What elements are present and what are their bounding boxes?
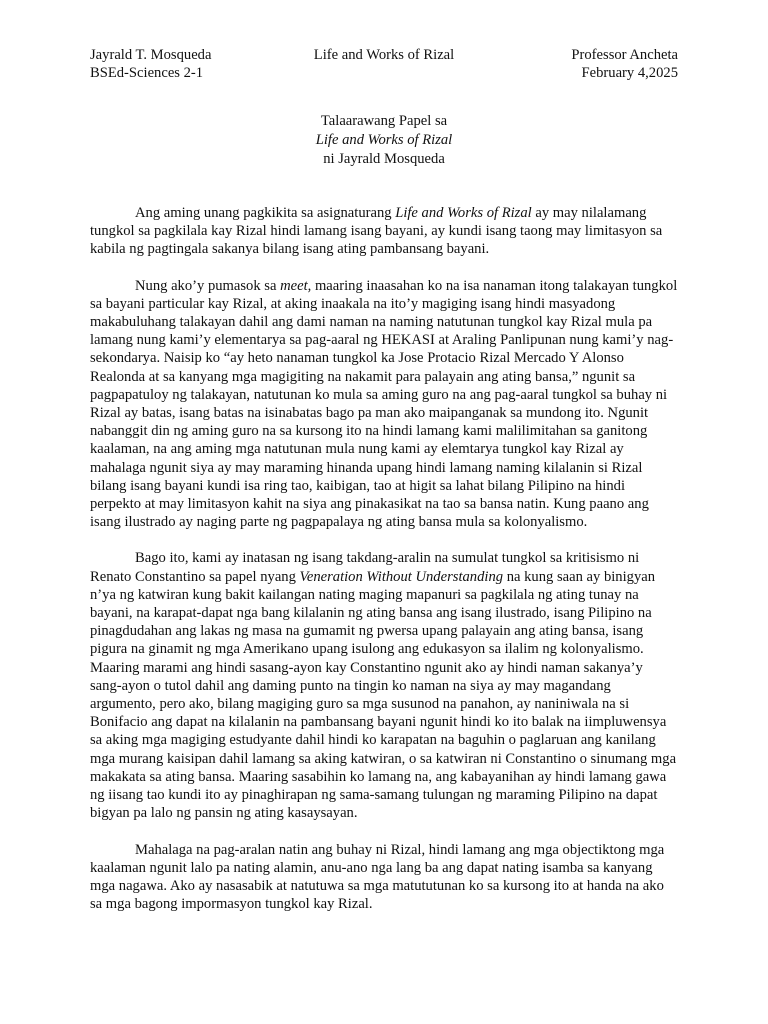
paragraph-2	[90, 277, 678, 532]
header-spacer	[286, 64, 482, 82]
paragraph-1-text-c: ay may nilalamang tungkol sa pagkilala kay Rizal hindi lamang isang bayani, ay kundi isang taong may limitasyon sa kabila ng pagtingala sakanya bilang isang ating pambansang bayani.	[90, 205, 663, 258]
header-line-1	[90, 46, 678, 64]
paragraph-3-text-a: Bago ito, kami ay inatasan ng isang takdang-aralin na sumulat tungkol sa kritisismo ni Renato Constantino sa papel nyang	[90, 550, 640, 585]
title-block	[90, 112, 678, 169]
header-line-2	[90, 64, 678, 82]
document-date: February 4,2025	[581, 65, 678, 81]
essay-body	[90, 204, 678, 913]
paragraph-1-text-a: Ang aming unang pagkikita sa asignaturang	[135, 205, 396, 221]
author-name: Jayrald T. Mosqueda	[90, 47, 212, 63]
title-line-2: Life and Works of Rizal	[315, 132, 453, 148]
paragraph-3	[90, 549, 678, 822]
title-line-3: ni Jayrald Mosqueda	[323, 151, 445, 167]
paragraph-2-text-a: Nung ako’y pumasok sa	[135, 277, 281, 294]
paragraph-1-italic: Life and Works of Rizal	[395, 205, 532, 221]
paragraph-3-text-c: na kung saan ay binigyan n’ya ng katwiran kung bakit kailangan nating maging mapanuri sa pagkilala ng ating tunay na bayani, na karapat-dapat nga bang kilalanin ng ating bansa ang isang ilustrado, isang Pilipino na pinagdudahan ang lakas ng masa na gumamit ng pwersa upang palayain ang ating bansa, isang pigura na ginamit ng mga Amerikano upang isulong ang edukasyon sa ilalim ng kolonyalismo. Maaring marami ang hindi sasang-ayon kay Constantino ngunit ako ay hindi naman sakanya’y sang-ayon o tutol dahil ang daming punto na tingin ko naman na siya ay may magandang argumento, pero ako, bilang magiging guro sa mga susunod na panahon, ay naniniwala na si Bonifacio ang dapat na kilalanin na pambansang bayani ngunit hindi ko ito balak na iimpluwensya sa aking mga magiging estudyante dahil hindi ko karapatan na baguhin o paglaruan ang kanilang mga murang kaisipan dahil lamang sa aking katwiran, o sa katwiran ni Constantino o sinumang mga makakata sa ating bansa. Maaring sasabihin ko lamang na, ang kabayanihan ay hindi lamang gawa ng iisang tao kundi ito ay pinaghirapan ng sama-samang tulungan ng maraming Pilipino na dapat bigyan pa lalo ng pansin ng ating kasaysayan.	[90, 568, 677, 822]
student-section: BSEd-Sciences 2-1	[90, 65, 204, 81]
paragraph-4-text-a: Mahalaga na pag-aralan natin ang buhay ni Rizal, hindi lamang ang mga objectiktong mga kaalaman ngunit lalo pa nating alamin, anu-ano nga lang ba ang dapat nating isamba sa kanyang mga nagawa. Ako ay nasasabik at natutuwa sa mga matututunan ko sa kursong ito at handa na ako sa mga bagong impormasyon tungkol kay Rizal.	[90, 841, 665, 913]
course-name: Life and Works of Rizal	[313, 47, 455, 63]
paragraph-1	[90, 204, 678, 259]
paragraph-3-italic: Veneration Without Understanding	[299, 568, 504, 585]
title-line-1: Talaarawang Papel sa	[320, 113, 448, 129]
paragraph-4	[90, 841, 678, 914]
professor-name: Professor Ancheta	[571, 47, 678, 63]
paragraph-2-text-c: maaring inaasahan ko na isa nanaman itong talakayan tungkol sa bayani particular kay Rizal, at aking inaakala na ito’y magiging isang hindi masyadong makabuluhang talakayan dahil ang dami naman na naming natutunan tungkol kay Rizal mula pa lamang nung kami’y elementarya sa pag-aaral ng HEKASI at Araling Panlipunan nung kami’y nag-sekondarya. Naisip ko “ay heto nanaman tungkol ka Jose Protacio Rizal Mercado Y Alonso Realonda at sa kanyang mga magigiting na nakamit para palayain ang ating bansa,” ngunit sa pagpapatuloy ng talakayan, natutunan ko mula sa aming guro na ang pag-aaral tungkol sa buhay ni Rizal ay batas, isang batas na isinabatas bago pa man ako maipanganak sa mundong ito. Ngunit nabanggit din ng aming guro na sa kursong ito na hindi lamang kami malilimitahan sa ganitong kaalaman, na ang aming mga natutunan mula nung kami ay elemtarya tungkol kay Rizal ay mahalaga ngunit siya ay may maraming hinanda upang hindi lamang naming kilalanin si Rizal bilang isang bayani kundi isa ring tao, kaibigan, tao at higit sa lahat bilang Pilipino na hindi perpekto at may limitasyon kahit na siya ang pinakasikat na tao sa bansa natin. Kung paano ang isang ilustrado ay naging parte ng pagpapalaya ng ating bansa mula sa kolonyalismo.	[90, 277, 678, 531]
paragraph-2-italic: meet,	[280, 277, 312, 294]
